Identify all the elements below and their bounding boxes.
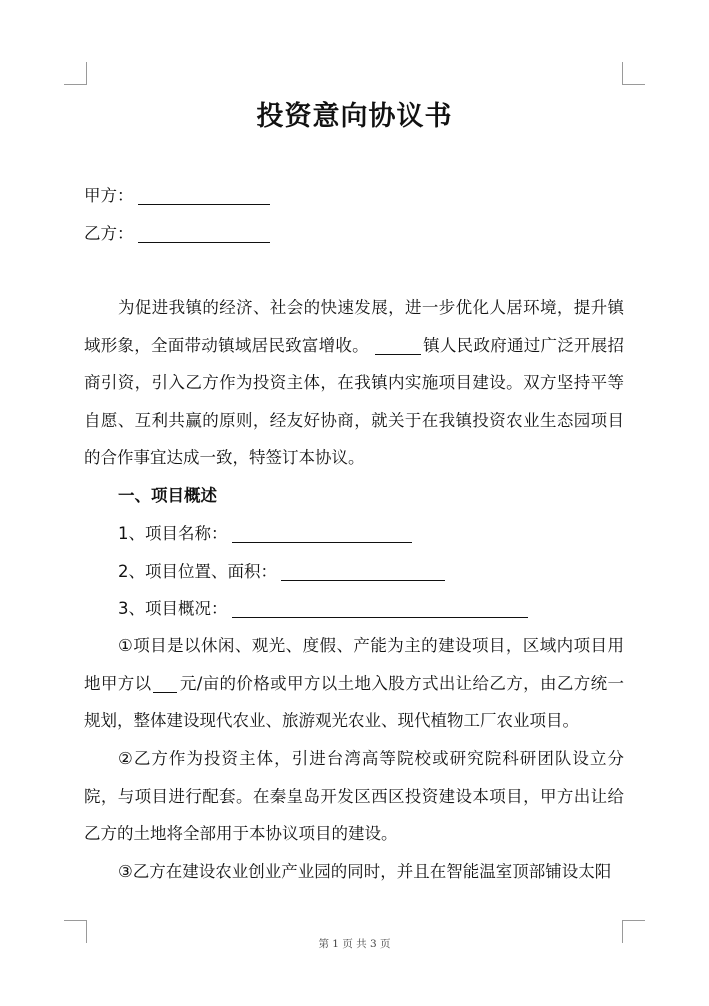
intro-paragraph [84, 289, 624, 477]
project-overview-blank[interactable] [232, 601, 528, 618]
party-a-line [84, 186, 270, 206]
party-b-line [84, 224, 270, 244]
item2-label: 2、项目位置、面积： [118, 562, 277, 581]
party-a-blank[interactable] [138, 188, 270, 205]
item3-line [118, 599, 528, 619]
document-title: 投资意向协议书 [256, 101, 453, 132]
project-location-blank[interactable] [281, 564, 445, 581]
project-name-blank[interactable] [232, 526, 412, 543]
party-b-blank[interactable] [138, 226, 270, 243]
page-footer: 第 1 页 共 3 页 [318, 938, 391, 950]
intro-text-part2: 镇人民政府通过广泛开展招商引资，引入乙方作为投资主体，在我镇内实施项目建设。双方坚持平等自愿、互利共赢的原则，经友好协商，就关于在我镇投资农业生态园项目的合作事宜达成一致，特签订本协议。 [84, 335, 625, 467]
item1-line [118, 524, 412, 544]
circle1-text-part2: 元/亩的价格或甲方以土地入股方式出让给乙方，由乙方统一规划，整体建设现代农业、旅游观光农业、现代植物工厂农业项目。 [84, 673, 625, 730]
circle2-paragraph: ②乙方作为投资主体，引进台湾高等院校或研究院科研团队设立分院，与项目进行配套。在秦皇岛开发区西区投资建设本项目，甲方出让给乙方的土地将全部用于本协议项目的建设。 [84, 749, 624, 843]
crop-mark-top-left [64, 62, 87, 85]
item1-label: 1、项目名称： [118, 524, 228, 543]
party-b-label: 乙方： [84, 224, 134, 243]
crop-mark-top-right [622, 62, 645, 85]
section1-heading: 一、项目概述 [118, 486, 217, 505]
town-name-blank[interactable] [375, 338, 421, 355]
item2-line [118, 562, 445, 582]
circle3-paragraph: ③乙方在建设农业创业产业园的同时，并且在智能温室顶部铺设太阳 [118, 862, 612, 881]
price-blank[interactable] [153, 676, 177, 693]
item3-label: 3、项目概况： [118, 599, 228, 618]
party-a-label: 甲方： [84, 186, 134, 205]
intro-text-part1: 为促进我镇的经济、社会的快速发展，进一步优化人居环境，提升镇域形象，全面带动镇域居民致富增收。 [84, 298, 624, 355]
circle1-text-part1: ①项目是以休闲、观光、度假、产能为主的建设项目，区域内项目用地甲方以 [84, 636, 624, 693]
circle1-paragraph [84, 627, 624, 740]
